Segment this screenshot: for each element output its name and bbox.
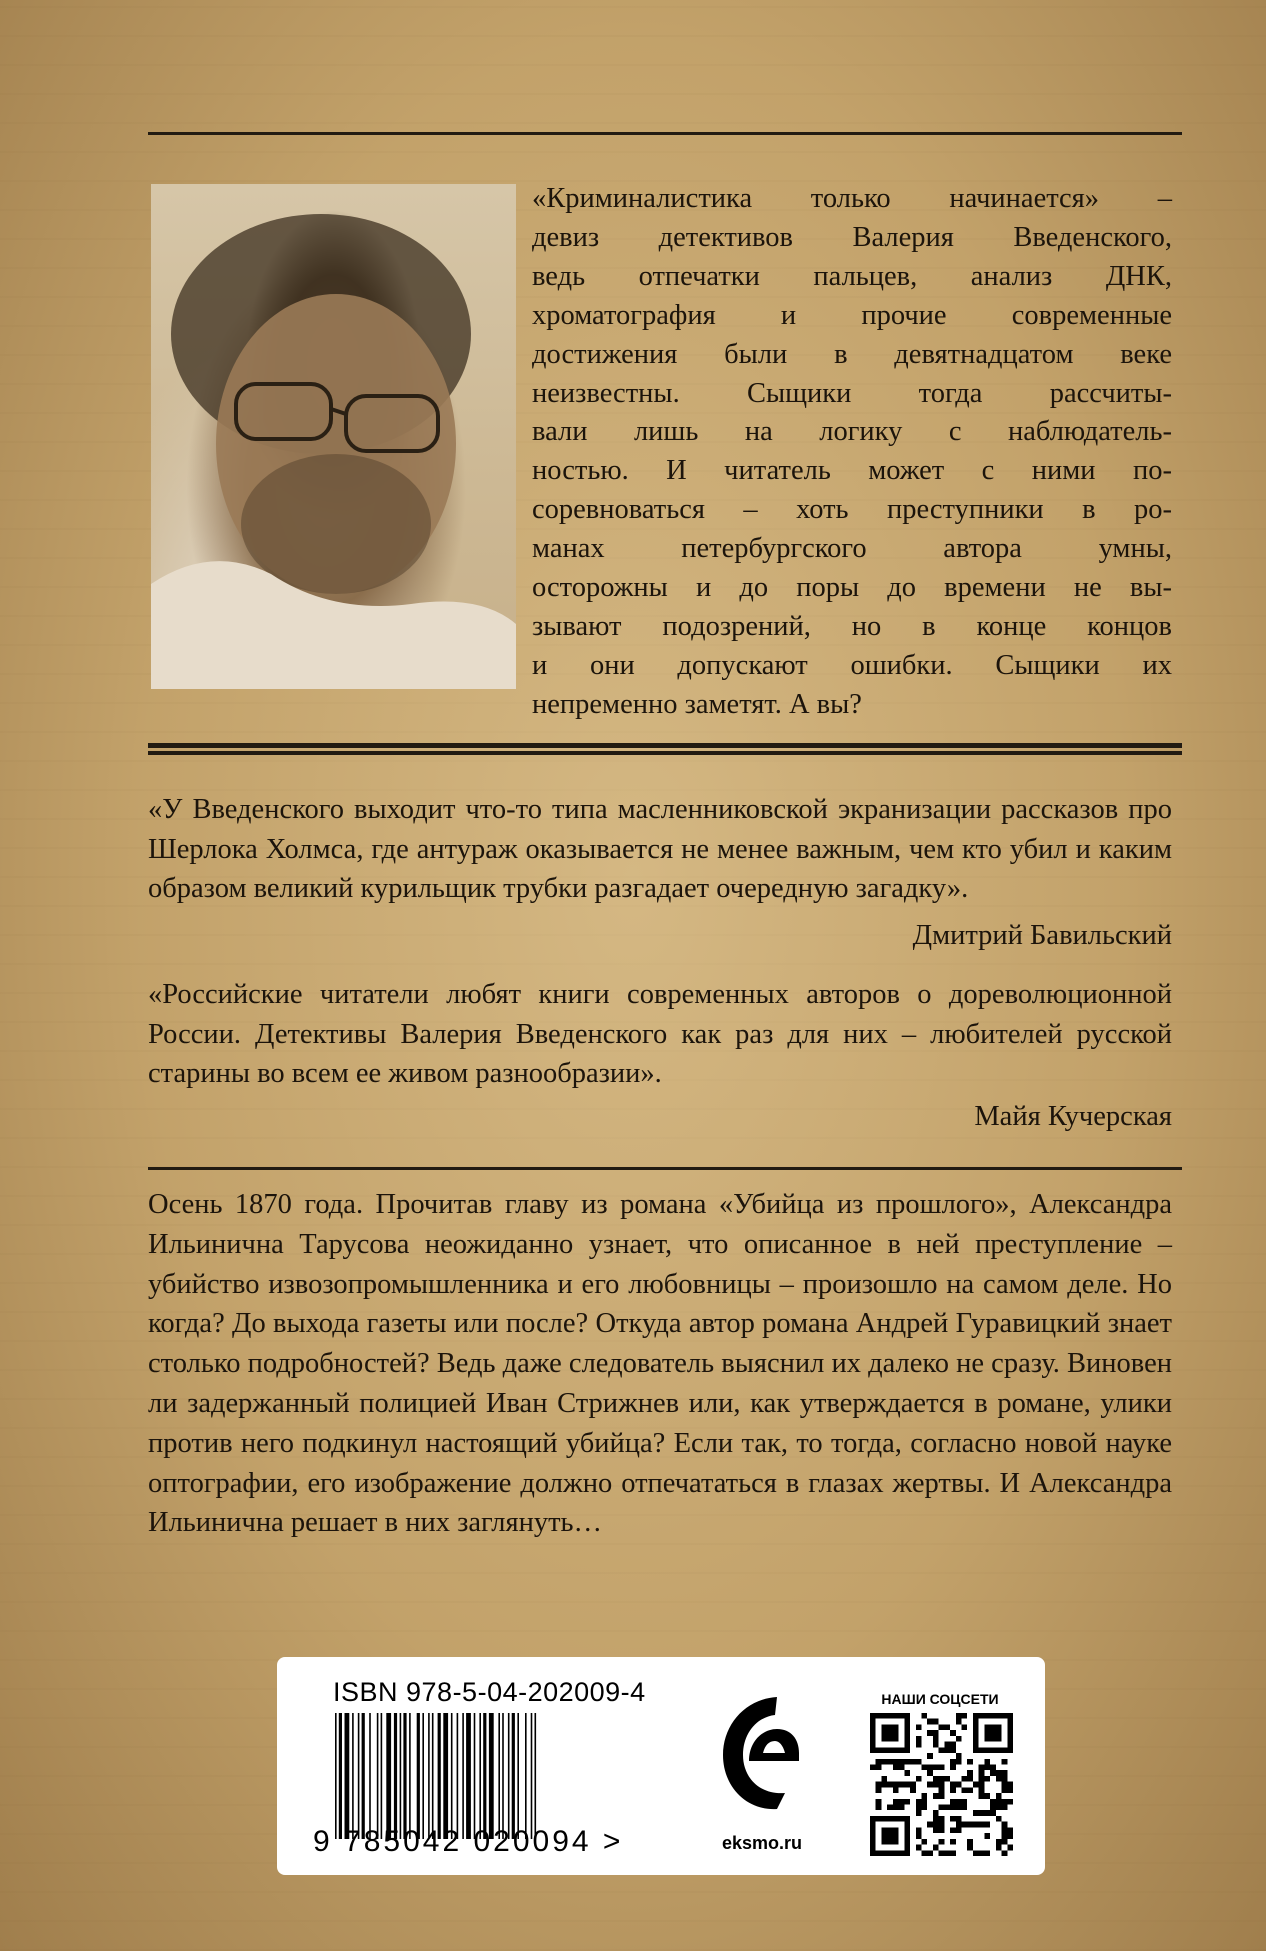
qr-module bbox=[984, 1776, 990, 1782]
qr-module bbox=[950, 1805, 956, 1811]
qr-module bbox=[893, 1805, 899, 1811]
barcode-bar bbox=[531, 1713, 533, 1839]
qr-module bbox=[956, 1782, 962, 1788]
review-author: Дмитрий Бавильский bbox=[912, 920, 1172, 951]
qr-finder-core bbox=[881, 1827, 898, 1844]
qr-module bbox=[956, 1816, 962, 1822]
qr-module bbox=[893, 1787, 899, 1793]
qr-module bbox=[984, 1759, 990, 1765]
isbn: ISBN 978-5-04-202009-4 bbox=[333, 1677, 646, 1707]
qr-module bbox=[870, 1764, 876, 1770]
qr-module bbox=[876, 1805, 882, 1811]
barcode-bar bbox=[483, 1713, 486, 1839]
qr-module bbox=[979, 1764, 985, 1770]
barcode-bar bbox=[362, 1713, 365, 1839]
qr-finder-core bbox=[984, 1724, 1001, 1741]
qr-module bbox=[921, 1839, 927, 1845]
qr-module bbox=[962, 1787, 968, 1793]
qr-module bbox=[1002, 1833, 1008, 1839]
top-divider bbox=[148, 132, 1182, 135]
qr-module bbox=[1002, 1776, 1008, 1782]
qr-module bbox=[962, 1724, 968, 1730]
qr-module bbox=[967, 1759, 973, 1765]
qr-module bbox=[893, 1764, 899, 1770]
barcode-bar bbox=[339, 1713, 342, 1839]
qr-module bbox=[933, 1736, 939, 1742]
qr-module bbox=[921, 1713, 927, 1719]
qr-module bbox=[910, 1782, 916, 1788]
qr-module bbox=[899, 1805, 905, 1811]
barcode-bar bbox=[377, 1713, 379, 1839]
qr-module bbox=[939, 1747, 945, 1753]
qr-module bbox=[956, 1759, 962, 1765]
qr-module bbox=[967, 1822, 973, 1828]
bio-line: вали лишь на логику с наблюдатель- bbox=[532, 416, 1172, 448]
bio-line: зывают подозрений, но в конце концов bbox=[532, 610, 1172, 642]
qr-module bbox=[933, 1822, 939, 1828]
barcode-bar bbox=[403, 1713, 406, 1839]
qr-module bbox=[950, 1827, 956, 1833]
qr-module bbox=[927, 1764, 933, 1770]
qr-module bbox=[899, 1782, 905, 1788]
qr-module bbox=[921, 1850, 927, 1856]
qr-module bbox=[939, 1764, 945, 1770]
barcode-bar bbox=[489, 1713, 494, 1839]
qr-module bbox=[904, 1759, 910, 1765]
eksmo-logo-icon bbox=[715, 1689, 801, 1817]
section-divider bbox=[148, 1167, 1182, 1170]
qr-module bbox=[996, 1799, 1002, 1805]
barcode-bar bbox=[512, 1713, 515, 1839]
social-caption: НАШИ СОЦСЕТИ bbox=[881, 1691, 999, 1707]
qr-module bbox=[956, 1713, 962, 1719]
barcode-bar bbox=[451, 1713, 453, 1839]
qr-module bbox=[967, 1776, 973, 1782]
bio-line: хроматография и прочие современные bbox=[532, 299, 1172, 331]
qr-module bbox=[996, 1845, 1002, 1851]
qr-module bbox=[950, 1839, 956, 1845]
qr-module bbox=[1002, 1770, 1008, 1776]
qr-module bbox=[876, 1764, 882, 1770]
qr-module bbox=[876, 1787, 882, 1793]
qr-module bbox=[996, 1839, 1002, 1845]
qr-module bbox=[1002, 1805, 1008, 1811]
qr-module bbox=[916, 1810, 922, 1816]
barcode-icon bbox=[335, 1713, 651, 1839]
qr-module bbox=[962, 1805, 968, 1811]
qr-module bbox=[996, 1770, 1002, 1776]
qr-module bbox=[944, 1850, 950, 1856]
qr-module bbox=[933, 1793, 939, 1799]
qr-module bbox=[887, 1805, 893, 1811]
qr-module bbox=[916, 1799, 922, 1805]
qr-module bbox=[996, 1793, 1002, 1799]
qr-module bbox=[996, 1776, 1002, 1782]
qr-module bbox=[973, 1810, 979, 1816]
qr-module bbox=[950, 1787, 956, 1793]
qr-module bbox=[939, 1822, 945, 1828]
qr-module bbox=[916, 1724, 922, 1730]
qr-module bbox=[956, 1805, 962, 1811]
qr-module bbox=[921, 1805, 927, 1811]
barcode-bar bbox=[386, 1713, 391, 1839]
qr-module bbox=[979, 1776, 985, 1782]
qr-module bbox=[1007, 1799, 1013, 1805]
bio-line: осторожны и до поры до времени не вы- bbox=[532, 572, 1172, 604]
qr-module bbox=[876, 1782, 882, 1788]
qr-module bbox=[916, 1833, 922, 1839]
qr-code-icon[interactable] bbox=[870, 1713, 1013, 1856]
qr-module bbox=[933, 1719, 939, 1725]
qr-module bbox=[939, 1850, 945, 1856]
qr-module bbox=[1007, 1845, 1013, 1851]
barcode-digits: 9 785042 020094 > bbox=[313, 1825, 624, 1858]
qr-module bbox=[927, 1719, 933, 1725]
qr-module bbox=[944, 1776, 950, 1782]
review-quote: «У Введенского выходит что-то типа масленниковской экранизации рассказов про Шерлока Холмса, где антураж оказывается не менее важным, чем кто убил и каким образом великий курильщик трубки разгадает очередную загадку». bbox=[148, 794, 1172, 904]
bio-line: неизвестны. Сыщики тогда рассчиты- bbox=[532, 377, 1172, 409]
review-author: Майя Кучерская bbox=[974, 1101, 1172, 1132]
qr-module bbox=[921, 1799, 927, 1805]
qr-module bbox=[939, 1787, 945, 1793]
qr-module bbox=[939, 1827, 945, 1833]
bio-line: непременно заметят. А вы? bbox=[532, 688, 862, 720]
qr-module bbox=[933, 1816, 939, 1822]
qr-module bbox=[950, 1850, 956, 1856]
barcode-bar bbox=[443, 1713, 448, 1839]
qr-module bbox=[904, 1782, 910, 1788]
qr-module bbox=[899, 1799, 905, 1805]
barcode-bar bbox=[422, 1713, 424, 1839]
qr-module bbox=[950, 1759, 956, 1765]
barcode-bar bbox=[409, 1713, 411, 1839]
bio-line: девиз детективов Валерия Введенского, bbox=[532, 221, 1172, 253]
qr-module bbox=[916, 1759, 922, 1765]
qr-module bbox=[984, 1822, 990, 1828]
barcode-bar bbox=[352, 1713, 354, 1839]
qr-module bbox=[927, 1730, 933, 1736]
barcode-bar bbox=[432, 1713, 434, 1839]
qr-module bbox=[1007, 1787, 1013, 1793]
qr-module bbox=[933, 1845, 939, 1851]
qr-module bbox=[939, 1782, 945, 1788]
qr-module bbox=[916, 1845, 922, 1851]
qr-module bbox=[973, 1782, 979, 1788]
qr-module bbox=[1007, 1827, 1013, 1833]
qr-module bbox=[996, 1805, 1002, 1811]
bio-line: «Криминалистика только начинается» – bbox=[532, 183, 1172, 214]
barcode-bar bbox=[369, 1713, 371, 1839]
barcode-label bbox=[277, 1657, 1045, 1875]
barcode-bar bbox=[358, 1713, 360, 1839]
barcode-bar bbox=[502, 1713, 504, 1839]
barcode-bar bbox=[400, 1713, 402, 1839]
qr-module bbox=[1002, 1850, 1008, 1856]
qr-module bbox=[984, 1764, 990, 1770]
barcode-bar bbox=[474, 1713, 476, 1839]
qr-module bbox=[979, 1787, 985, 1793]
qr-module bbox=[984, 1833, 990, 1839]
bio-line: соревноваться – хоть преступники в ро- bbox=[532, 494, 1172, 526]
barcode-bar bbox=[428, 1713, 430, 1839]
barcode-bar bbox=[466, 1713, 471, 1839]
qr-module bbox=[944, 1805, 950, 1811]
barcode-bar bbox=[498, 1713, 500, 1839]
qr-module bbox=[887, 1759, 893, 1765]
qr-module bbox=[950, 1742, 956, 1748]
qr-module bbox=[979, 1810, 985, 1816]
qr-module bbox=[990, 1805, 996, 1811]
qr-module bbox=[1007, 1833, 1013, 1839]
qr-module bbox=[984, 1850, 990, 1856]
qr-module bbox=[904, 1799, 910, 1805]
qr-module bbox=[1002, 1787, 1008, 1793]
barcode-bar bbox=[381, 1713, 383, 1839]
qr-module bbox=[916, 1776, 922, 1782]
barcode-bar bbox=[479, 1713, 481, 1839]
qr-module bbox=[950, 1764, 956, 1770]
bio-line: достижения были в девятнадцатом веке bbox=[532, 338, 1172, 370]
qr-module bbox=[979, 1770, 985, 1776]
barcode-bar bbox=[417, 1713, 420, 1839]
qr-module bbox=[916, 1805, 922, 1811]
barcode-bar bbox=[438, 1713, 441, 1839]
qr-module bbox=[933, 1776, 939, 1782]
qr-module bbox=[927, 1782, 933, 1788]
qr-module bbox=[881, 1776, 887, 1782]
qr-module bbox=[881, 1759, 887, 1765]
qr-module bbox=[996, 1816, 1002, 1822]
barcode-bar bbox=[394, 1713, 397, 1839]
barcode-bar bbox=[508, 1713, 510, 1839]
barcode-bar bbox=[335, 1713, 337, 1839]
section-divider bbox=[148, 743, 1182, 755]
qr-module bbox=[910, 1787, 916, 1793]
author-photo bbox=[151, 184, 516, 689]
qr-finder-core bbox=[881, 1724, 898, 1741]
barcode-bar bbox=[535, 1713, 537, 1839]
qr-module bbox=[921, 1793, 927, 1799]
qr-module bbox=[973, 1850, 979, 1856]
bio-line: и они допускают ошибки. Сыщики их bbox=[532, 649, 1172, 681]
qr-module bbox=[893, 1759, 899, 1765]
qr-module bbox=[967, 1839, 973, 1845]
qr-module bbox=[939, 1839, 945, 1845]
qr-module bbox=[887, 1782, 893, 1788]
qr-module bbox=[916, 1742, 922, 1748]
qr-module bbox=[956, 1822, 962, 1828]
qr-module bbox=[933, 1782, 939, 1788]
review-quote: «Российские читатели любят книги современных авторов о дореволюционной России. Детективы Валерия Введенского как раз для них – любителей русской старины во всем ее живом разнообразии». bbox=[148, 979, 1172, 1089]
qr-module bbox=[1002, 1839, 1008, 1845]
bio-line: ведь отпечатки пальцев, анализ ДНК, bbox=[532, 260, 1172, 292]
qr-module bbox=[956, 1736, 962, 1742]
qr-module bbox=[1002, 1799, 1008, 1805]
qr-module bbox=[950, 1816, 956, 1822]
barcode-bar bbox=[457, 1713, 459, 1839]
qr-module bbox=[893, 1782, 899, 1788]
synopsis: Осень 1870 года. Прочитав главу из романа «Убийца из прошлого», Александра Ильинична Тарусова неожиданно узнает, что описанное в ней преступление – убийство извозопромышленника и его любовницы – произошло на самом деле. Но когда? До выхода газеты или после? Откуда автор романа Андрей Гуравицкий знает столько подробностей? Ведь даже следователь выяснил их далеко не сразу. Виновен ли задержанный полицией Иван Стрижнев или, как утверждается в романе, улики против него подкинул настоящий убийца? Если так, то тогда, согласно новой науке оптографии, его изображение должно отпечататься в глазах жертвы. И Александра Ильинична решает в них заглянуть… bbox=[148, 1189, 1172, 1539]
qr-module bbox=[876, 1759, 882, 1765]
qr-module bbox=[933, 1764, 939, 1770]
qr-module bbox=[950, 1782, 956, 1788]
qr-module bbox=[956, 1753, 962, 1759]
qr-module bbox=[962, 1713, 968, 1719]
qr-module bbox=[967, 1787, 973, 1793]
qr-module bbox=[984, 1810, 990, 1816]
qr-module bbox=[876, 1799, 882, 1805]
qr-module bbox=[979, 1822, 985, 1828]
qr-module bbox=[916, 1736, 922, 1742]
barcode-bar bbox=[345, 1713, 350, 1839]
author-bio bbox=[532, 180, 1172, 725]
qr-module bbox=[944, 1747, 950, 1753]
qr-module bbox=[1002, 1782, 1008, 1788]
qr-module bbox=[962, 1822, 968, 1828]
qr-module bbox=[939, 1816, 945, 1822]
bio-line: ностью. И читатель может с ними по- bbox=[532, 455, 1172, 487]
qr-module bbox=[939, 1776, 945, 1782]
qr-module bbox=[899, 1764, 905, 1770]
qr-module bbox=[916, 1827, 922, 1833]
qr-module bbox=[967, 1845, 973, 1851]
qr-module bbox=[927, 1753, 933, 1759]
qr-module bbox=[944, 1724, 950, 1730]
qr-module bbox=[933, 1742, 939, 1748]
barcode-bar bbox=[462, 1713, 464, 1839]
qr-module bbox=[1002, 1822, 1008, 1828]
qr-module bbox=[950, 1799, 956, 1805]
qr-module bbox=[950, 1747, 956, 1753]
qr-module bbox=[984, 1793, 990, 1799]
qr-module bbox=[927, 1822, 933, 1828]
qr-module bbox=[956, 1719, 962, 1725]
barcode-bar bbox=[517, 1713, 519, 1839]
qr-module bbox=[939, 1805, 945, 1811]
qr-module bbox=[899, 1759, 905, 1765]
qr-module bbox=[933, 1730, 939, 1736]
qr-module bbox=[990, 1810, 996, 1816]
qr-module bbox=[967, 1770, 973, 1776]
barcode-bar bbox=[525, 1713, 527, 1839]
qr-module bbox=[1002, 1827, 1008, 1833]
qr-module bbox=[910, 1759, 916, 1765]
qr-module bbox=[939, 1724, 945, 1730]
qr-module bbox=[979, 1793, 985, 1799]
qr-module bbox=[950, 1730, 956, 1736]
qr-module bbox=[956, 1799, 962, 1805]
qr-module bbox=[927, 1770, 933, 1776]
qr-module bbox=[933, 1827, 939, 1833]
qr-module bbox=[973, 1822, 979, 1828]
qr-module bbox=[881, 1782, 887, 1788]
publisher-site[interactable]: eksmo.ru bbox=[721, 1833, 803, 1853]
qr-module bbox=[904, 1770, 910, 1776]
qr-module bbox=[979, 1850, 985, 1856]
qr-module bbox=[893, 1799, 899, 1805]
qr-module bbox=[921, 1764, 927, 1770]
qr-module bbox=[933, 1810, 939, 1816]
qr-module bbox=[939, 1793, 945, 1799]
qr-module bbox=[979, 1782, 985, 1788]
qr-module bbox=[1007, 1782, 1013, 1788]
bio-line: манах петербургского автора умны, bbox=[532, 533, 1172, 565]
qr-module bbox=[962, 1799, 968, 1805]
qr-module bbox=[927, 1850, 933, 1856]
qr-module bbox=[990, 1799, 996, 1805]
qr-module bbox=[990, 1764, 996, 1770]
qr-module bbox=[944, 1742, 950, 1748]
qr-module bbox=[990, 1770, 996, 1776]
qr-module bbox=[962, 1776, 968, 1782]
qr-module bbox=[1002, 1759, 1008, 1765]
qr-module bbox=[956, 1827, 962, 1833]
